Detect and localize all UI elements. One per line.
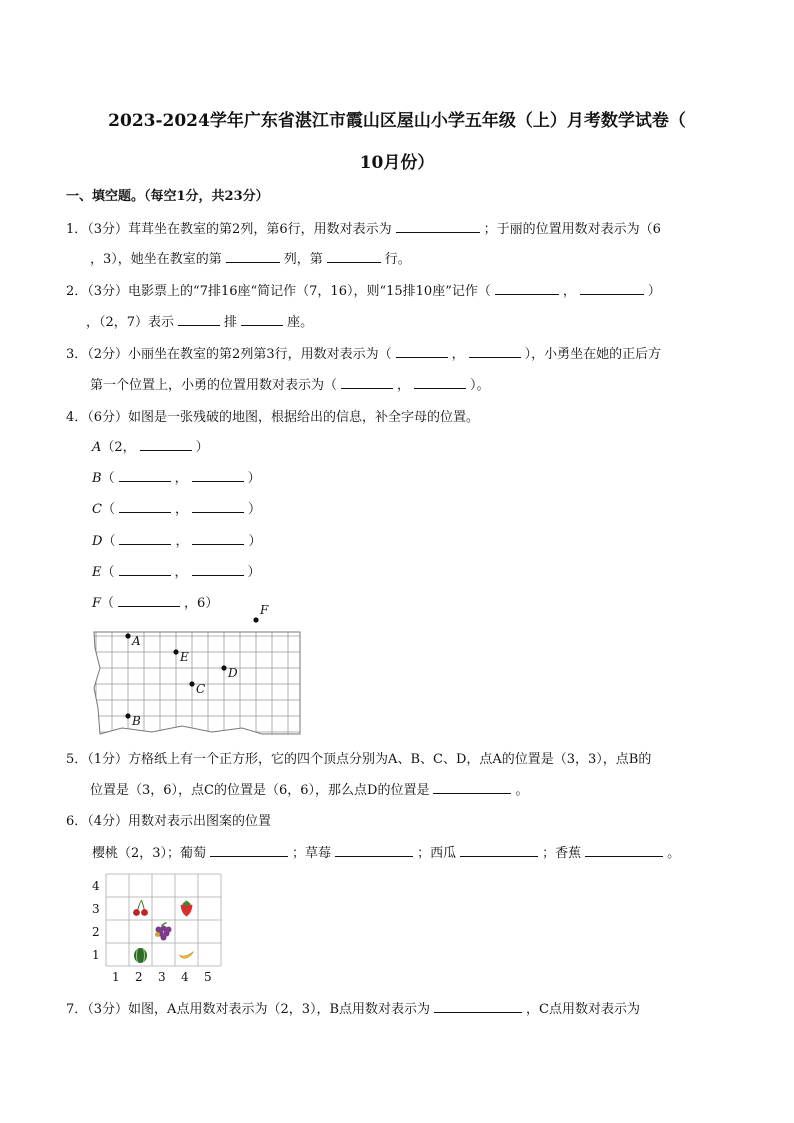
q1-text-d: 列，第	[283, 252, 323, 267]
answer-blank[interactable]	[335, 844, 413, 857]
point-letter: F	[92, 596, 102, 611]
comma: ，	[174, 565, 188, 580]
paren-close: ）	[195, 440, 209, 455]
q2-text-b: ，（2，7）表示	[86, 315, 175, 330]
col-label: 2	[135, 970, 143, 984]
map-point-e	[173, 649, 178, 654]
q6-strawberry-text: ；草莓	[292, 846, 332, 861]
answer-blank[interactable]	[192, 532, 244, 545]
question-number: 6．	[66, 814, 88, 829]
map-point-label-e: E	[180, 650, 189, 664]
q6-banana-text: ；香蕉	[542, 846, 582, 861]
question-6-line1	[66, 810, 271, 829]
banana-icon	[180, 952, 194, 959]
paren-open: （	[102, 534, 116, 549]
paren-close: ）	[247, 502, 261, 517]
question-5-line2	[90, 779, 528, 798]
q3-comma: ，	[397, 378, 411, 393]
q2-text-a: （3分）电影票上的“7排16座“简记作（7，16），则“15排10座”记作（	[87, 284, 491, 299]
map-point-label-b: B	[132, 714, 141, 728]
q4-text: （6分）如图是一张残破的地图，根据给出的信息，补全字母的位置。	[87, 410, 480, 425]
paper-title-line1: 2023-2024学年广东省湛江市霞山区屋山小学五年级（上）月考数学试卷（	[108, 111, 686, 131]
q1-text-b: ；于丽的位置用数对表示为（6	[483, 222, 661, 237]
q4-answer-d	[92, 530, 261, 549]
answer-blank[interactable]	[469, 345, 521, 358]
q2-text-c: 排	[224, 315, 238, 330]
q3-comma: ，	[451, 347, 465, 362]
col-label: 3	[158, 970, 166, 984]
question-number: 1．	[66, 222, 88, 237]
question-1-line1	[66, 218, 661, 237]
map-points	[125, 603, 269, 728]
q3-text-a: （2分）小丽坐在教室的第2列第3行，用数对表示为（	[87, 347, 392, 362]
paren-open: （	[101, 502, 115, 517]
answer-blank[interactable]	[580, 282, 644, 295]
answer-blank[interactable]	[140, 438, 192, 451]
q6-end: 。	[667, 846, 681, 861]
q6-cherry-text: 樱桃（2，3）；葡萄	[92, 846, 207, 861]
strawberry-icon	[181, 901, 193, 917]
paper-title-line2: 10月份）	[359, 153, 435, 173]
question-2-line1	[66, 280, 661, 299]
answer-blank[interactable]	[434, 1000, 522, 1013]
map-point-b	[125, 713, 130, 718]
cherry-icon	[133, 901, 148, 916]
q2-text-d: 座。	[287, 315, 314, 330]
comma: ，	[174, 471, 188, 486]
q3-text-b: ），小勇坐在她的正后方	[524, 347, 662, 362]
row-label: 2	[92, 925, 100, 939]
question-5-line1	[66, 748, 651, 767]
answer-blank[interactable]	[226, 250, 280, 263]
q4-answer-b	[92, 467, 261, 486]
q4-answer-a	[92, 436, 209, 455]
map-point-label-a: A	[132, 634, 141, 648]
answer-blank[interactable]	[119, 500, 171, 513]
q7-text-a: （3分）如图，A点用数对表示为（2，3），B点用数对表示为	[87, 1002, 431, 1017]
point-letter: C	[92, 502, 102, 517]
map-point-label-f: F	[260, 603, 269, 617]
q1-text-a: （3分）茸茸坐在教室的第2列，第6行，用数对表示为	[87, 222, 392, 237]
paren-open: （2，	[101, 440, 136, 455]
question-6-line2	[92, 842, 680, 861]
paren-close: ）	[248, 534, 262, 549]
answer-blank[interactable]	[495, 282, 559, 295]
q6-text: （4分）用数对表示出图案的位置	[87, 814, 272, 829]
q3-text-d: ）。	[470, 378, 490, 393]
q7-text-b: ，C点用数对表示为	[526, 1002, 640, 1017]
q3-text-c: 第一个位置上，小勇的位置用数对表示为（	[90, 378, 338, 393]
paren-open: （	[101, 471, 115, 486]
paren-open: （	[101, 565, 115, 580]
watermelon-icon	[134, 948, 147, 963]
paren-close: ）	[247, 565, 261, 580]
q4-answer-e	[92, 561, 261, 580]
section-heading: 一、填空题。（每空1分，共23分）	[66, 189, 269, 204]
answer-blank[interactable]	[119, 563, 171, 576]
answer-blank[interactable]	[460, 844, 538, 857]
row-label: 1	[92, 948, 100, 962]
answer-blank[interactable]	[118, 594, 180, 607]
map-point-c	[189, 681, 194, 686]
answer-blank[interactable]	[396, 220, 480, 233]
map-point-label-c: C	[196, 682, 206, 696]
q5-text-b: 位置是（3，6），点C的位置是（6，6），那么点D的位置是	[90, 783, 430, 798]
question-3-line1	[66, 343, 661, 362]
map-point-f	[253, 617, 258, 622]
question-number: 5．	[66, 752, 88, 767]
answer-blank[interactable]	[241, 313, 283, 326]
fruit-grid	[92, 874, 221, 984]
row-label: 3	[92, 902, 100, 916]
paren-close: ，6）	[184, 596, 219, 611]
answer-blank[interactable]	[341, 376, 393, 389]
q5-text-c: 。	[515, 783, 529, 798]
answer-blank[interactable]	[433, 781, 511, 794]
point-letter: D	[92, 534, 103, 549]
answer-blank[interactable]	[192, 563, 244, 576]
q4-answer-f	[92, 592, 218, 611]
answer-blank[interactable]	[414, 376, 466, 389]
answer-blank[interactable]	[327, 250, 381, 263]
question-7-line1	[66, 998, 640, 1017]
col-label: 1	[112, 970, 120, 984]
question-2-line2	[86, 311, 313, 330]
answer-blank[interactable]	[210, 844, 288, 857]
answer-blank[interactable]	[178, 313, 220, 326]
map-point-label-d: D	[228, 666, 238, 680]
answer-blank[interactable]	[396, 345, 448, 358]
comma: ，	[175, 534, 189, 549]
point-letter: A	[92, 440, 102, 455]
q1-text-e: 行。	[384, 252, 411, 267]
question-number: 4．	[66, 410, 88, 425]
grape-icon	[155, 923, 172, 941]
q2-comma: ，	[562, 284, 576, 299]
question-1-line2	[90, 248, 411, 267]
question-4-line1	[66, 406, 479, 425]
col-label: 5	[204, 970, 212, 984]
point-letter: E	[92, 565, 102, 580]
col-label: 4	[181, 970, 189, 984]
comma: ，	[174, 502, 188, 517]
answer-blank[interactable]	[119, 469, 171, 482]
q4-answer-c	[92, 498, 261, 517]
q2-close: ）	[647, 284, 661, 299]
row-label: 4	[92, 879, 100, 893]
map-point-a	[125, 633, 130, 638]
question-number: 2．	[66, 284, 88, 299]
paren-close: ）	[247, 471, 261, 486]
q1-text-c: ，3），她坐在教室的第	[90, 252, 222, 267]
torn-map-figure	[92, 603, 302, 736]
q5-text-a: （1分）方格纸上有一个正方形，它的四个顶点分别为A、B、C、D，点A的位置是（3，3），点B的	[87, 752, 652, 767]
answer-blank[interactable]	[585, 844, 663, 857]
q6-watermelon-text: ；西瓜	[417, 846, 457, 861]
fruit-grid-figure	[88, 870, 228, 982]
point-letter: B	[92, 471, 102, 486]
answer-blank[interactable]	[192, 469, 244, 482]
answer-blank[interactable]	[192, 500, 244, 513]
paren-open: （	[101, 596, 115, 611]
answer-blank[interactable]	[119, 532, 171, 545]
question-3-line2	[90, 374, 490, 393]
question-number: 7．	[66, 1002, 88, 1017]
question-number: 3．	[66, 347, 88, 362]
map-point-d	[221, 665, 226, 670]
